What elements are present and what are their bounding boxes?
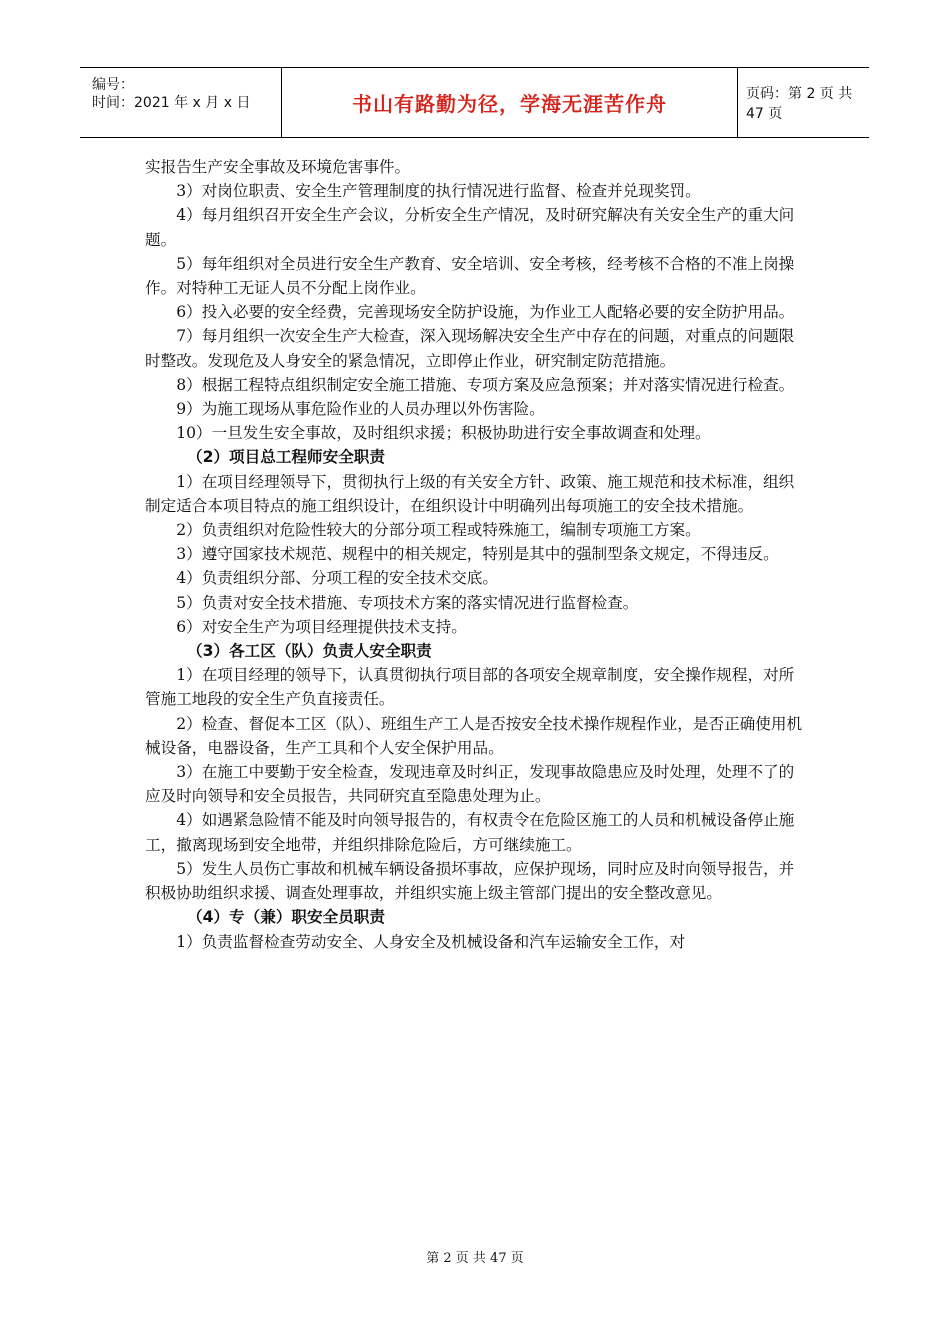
page-footer: 第 2 页 共 47 页 <box>426 1251 524 1266</box>
paragraph: 4）每月组织召开安全生产会议，分析安全生产情况，及时研究解决有关安全生产的重大问题。 <box>145 206 795 249</box>
paragraph: 2）检查、督促本工区（队）、班组生产工人是否按安全技术操作规程作业，是否正确使用机械设备，电器设备，生产工具和个人安全保护用品。 <box>145 714 803 757</box>
paragraph: 5）负责对安全技术措施、专项技术方案的落实情况进行监督检查。 <box>176 593 639 612</box>
header-meta <box>80 68 282 137</box>
paragraph: 实报告生产安全事故及环境危害事件。 <box>145 158 411 176</box>
header-page-info: 页码：第 2 页 共 47 页 <box>746 85 853 122</box>
document-time-label: 时间：2021 年 x 月 x 日 <box>92 95 251 111</box>
paragraph: 5）发生人员伤亡事故和机械车辆设备损坏事故，应保护现场，同时应及时向领导报告，并积极协助组织求援、调查处理事故，并组织实施上级主管部门提出的安全整改意见。 <box>145 859 795 903</box>
document-number-label: 编号： <box>92 77 134 93</box>
paragraph: 1）负责监督检查劳动安全、人身安全及机械设备和汽车运输安全工作，对 <box>176 932 686 951</box>
section-heading: （2）项目总工程师安全职责 <box>187 448 385 467</box>
document-body <box>145 155 805 954</box>
paragraph: 9）为施工现场从事危险作业的人员办理以外伤害险。 <box>176 400 545 419</box>
paragraph: 3）遵守国家技术规范、规程中的相关规定，特别是其中的强制型条文规定，不得违反。 <box>176 545 779 564</box>
paragraph: 10）一旦发生安全事故，及时组织求援；积极协助进行安全事故调查和处理。 <box>176 424 711 443</box>
page-header <box>80 67 869 138</box>
paragraph: 6）对安全生产为项目经理提供技术支持。 <box>176 617 467 636</box>
paragraph: 8）根据工程特点组织制定安全施工措施、专项方案及应急预案；并对落实情况进行检查。 <box>176 375 795 394</box>
paragraph: 2）负责组织对危险性较大的分部分项工程或特殊施工，编制专项施工方案。 <box>176 521 701 540</box>
paragraph: 7）每月组织一次安全生产大检查，深入现场解决安全生产中存在的问题，对重点的问题限时整改。发现危及人身安全的紧急情况，立即停止作业，研究制定防范措施。 <box>145 327 795 370</box>
header-motto-cell <box>282 68 738 137</box>
paragraph: 1）在项目经理的领导下，认真贯彻执行项目部的各项安全规章制度，安全操作规程，对所管施工地段的安全生产负直接责任。 <box>145 666 795 709</box>
paragraph: 3）在施工中要勤于安全检查，发现违章及时纠正，发现事故隐患应及时处理，处理不了的应及时向领导和安全员报告，共同研究直至隐患处理为止。 <box>145 763 795 806</box>
paragraph: 6）投入必要的安全经费，完善现场安全防护设施，为作业工人配辂必要的安全防护用品。 <box>176 303 795 322</box>
section-heading: （4）专（兼）职安全员职责 <box>187 908 385 927</box>
paragraph: 4）负责组织分部、分项工程的安全技术交底。 <box>176 569 498 588</box>
header-motto: 书山有路勤为径，学海无涯苦作舟 <box>352 92 667 116</box>
section-heading: （3）各工区（队）负责人安全职责 <box>187 642 432 661</box>
paragraph: 1）在项目经理领导下，贯彻执行上级的有关安全方针、政策、施工规范和技术标准，组织制定适合本项目特点的施工组织设计，在组织设计中明确列出每项施工的安全技术措施。 <box>145 472 795 515</box>
paragraph: 3）对岗位职责、安全生产管理制度的执行情况进行监督、检查并兑现奖罚。 <box>176 182 701 201</box>
paragraph: 5）每年组织对全员进行安全生产教育、安全培训、安全考核，经考核不合格的不准上岗操作。对特种工无证人员不分配上岗作业。 <box>145 254 795 298</box>
paragraph: 4）如遇紧急险情不能及时向领导报告的，有权责令在危险区施工的人员和机械设备停止施工，撤离现场到安全地带，并组织排除危险后，方可继续施工。 <box>145 811 795 854</box>
